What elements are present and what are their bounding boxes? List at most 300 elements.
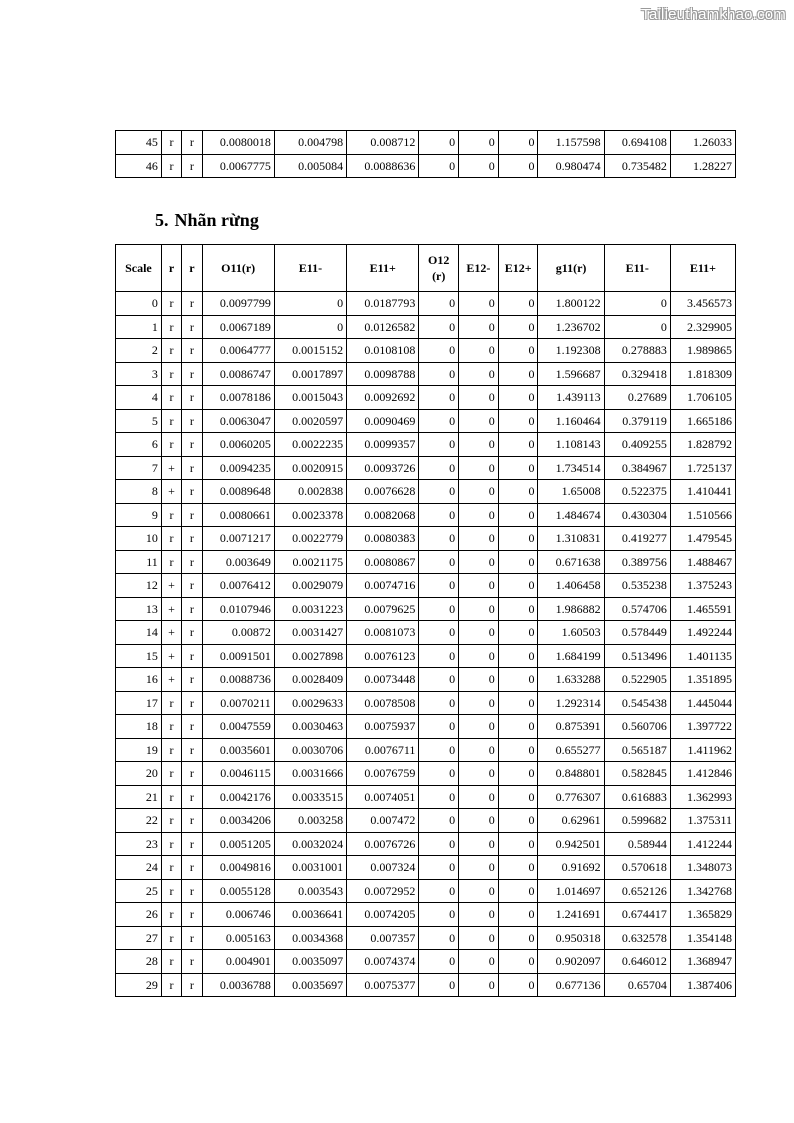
table-cell: 0	[419, 950, 459, 974]
table-cell: 1.492244	[670, 621, 735, 645]
table-cell: r	[182, 315, 202, 339]
table-cell: 1.445044	[670, 691, 735, 715]
table-cell: 0	[459, 621, 499, 645]
table-cell: r	[161, 738, 181, 762]
table-cell: r	[161, 856, 181, 880]
table-row	[116, 738, 736, 762]
table-cell: 0.278883	[604, 339, 670, 363]
table-cell: 0.0051205	[202, 832, 274, 856]
table-row	[116, 409, 736, 433]
table-cell: r	[182, 668, 202, 692]
table-cell: 0	[498, 762, 538, 786]
table-cell: 0.677136	[538, 973, 604, 997]
table-cell: r	[182, 339, 202, 363]
table-cell: 0.513496	[604, 644, 670, 668]
section-title-text: Nhãn rừng	[174, 210, 259, 230]
table-row	[116, 903, 736, 927]
table-row	[116, 715, 736, 739]
table-cell: 1.406458	[538, 574, 604, 598]
table-cell: 0	[419, 550, 459, 574]
table-cell: 0.419277	[604, 527, 670, 551]
table-cell: 1.28227	[670, 154, 735, 178]
table-cell: 10	[116, 527, 162, 551]
table-cell: 2	[116, 339, 162, 363]
table-cell: 0	[498, 738, 538, 762]
table-cell: 1	[116, 315, 162, 339]
table-cell: 0.0076759	[347, 762, 419, 786]
table-cell: 0.560706	[604, 715, 670, 739]
table-cell: 0.0071217	[202, 527, 274, 551]
table-cell: 0.0031223	[274, 597, 346, 621]
table-cell: 0.942501	[538, 832, 604, 856]
table-cell: 8	[116, 480, 162, 504]
table-cell: 0	[459, 574, 499, 598]
table-cell: 1.108143	[538, 433, 604, 457]
table-cell: r	[161, 409, 181, 433]
table-cell: 0	[604, 292, 670, 316]
table-cell: 0.522375	[604, 480, 670, 504]
table-cell: 0.0035097	[274, 950, 346, 974]
table-cell: 0	[459, 832, 499, 856]
section-heading	[155, 210, 265, 231]
table-cell: 0	[419, 154, 459, 178]
table-cell: 0.0079625	[347, 597, 419, 621]
table-cell: 1.60503	[538, 621, 604, 645]
table-cell: 0.0034368	[274, 926, 346, 950]
table-cell: 0	[459, 856, 499, 880]
table-cell: 0	[419, 691, 459, 715]
table-cell: 0.430304	[604, 503, 670, 527]
table-cell: 0	[498, 644, 538, 668]
table-cell: 0	[419, 315, 459, 339]
table-cell: 2.329905	[670, 315, 735, 339]
table-cell: 0.0027898	[274, 644, 346, 668]
table-cell: r	[182, 480, 202, 504]
table-cell: 1.510566	[670, 503, 735, 527]
table-cell: 0.735482	[604, 154, 670, 178]
table-cell: 23	[116, 832, 162, 856]
table-cell: 0.0064777	[202, 339, 274, 363]
table-cell: 1.310831	[538, 527, 604, 551]
table-cell: 0.570618	[604, 856, 670, 880]
table-row	[116, 480, 736, 504]
table-cell: 0.003258	[274, 809, 346, 833]
table-cell: 0	[498, 903, 538, 927]
column-header: E11-	[604, 245, 670, 292]
table-cell: 0	[498, 456, 538, 480]
table-cell: r	[182, 362, 202, 386]
table-cell: 0.0088636	[347, 154, 419, 178]
table-cell: r	[182, 832, 202, 856]
table-cell: 0.389756	[604, 550, 670, 574]
table-cell: 0.0089648	[202, 480, 274, 504]
column-header: E12-	[459, 245, 499, 292]
table-cell: 0.0031666	[274, 762, 346, 786]
table-cell: 0	[274, 292, 346, 316]
table-cell: 0.91692	[538, 856, 604, 880]
table-cell: +	[161, 574, 181, 598]
table-cell: 0	[459, 809, 499, 833]
table-cell: 12	[116, 574, 162, 598]
table-cell: 46	[116, 154, 162, 178]
column-header: E11+	[347, 245, 419, 292]
table-cell: 0	[419, 644, 459, 668]
table-row	[116, 433, 736, 457]
table-cell: 1.484674	[538, 503, 604, 527]
table-cell: 1.241691	[538, 903, 604, 927]
column-header: O12 (r)	[419, 245, 459, 292]
table-cell: r	[182, 503, 202, 527]
table-cell: 0.0073448	[347, 668, 419, 692]
table-cell: 0.384967	[604, 456, 670, 480]
table-cell: 14	[116, 621, 162, 645]
table-cell: 0	[459, 386, 499, 410]
table-cell: 0.0035601	[202, 738, 274, 762]
table-cell: 27	[116, 926, 162, 950]
table-cell: 0	[419, 879, 459, 903]
table-cell: 0	[498, 926, 538, 950]
table-row	[116, 154, 736, 178]
column-header: E12+	[498, 245, 538, 292]
table-cell: r	[182, 762, 202, 786]
table-cell: +	[161, 597, 181, 621]
table-cell: r	[161, 950, 181, 974]
table-cell: r	[182, 292, 202, 316]
table-cell: 0.008712	[347, 131, 419, 155]
table-cell: 0.0126582	[347, 315, 419, 339]
table-row	[116, 131, 736, 155]
table-cell: 1.488467	[670, 550, 735, 574]
table-row	[116, 950, 736, 974]
table-cell: 25	[116, 879, 162, 903]
table-row	[116, 503, 736, 527]
table-cell: 0	[419, 574, 459, 598]
table-cell: 1.236702	[538, 315, 604, 339]
table-cell: 0	[419, 131, 459, 155]
table-cell: r	[182, 409, 202, 433]
table-cell: 0	[419, 715, 459, 739]
table-cell: 1.192308	[538, 339, 604, 363]
table-cell: 0.0029079	[274, 574, 346, 598]
table-cell: 0	[498, 480, 538, 504]
table-cell: 0	[419, 668, 459, 692]
table-cell: r	[161, 550, 181, 574]
table-cell: r	[182, 809, 202, 833]
column-header: E11+	[670, 245, 735, 292]
table-cell: 22	[116, 809, 162, 833]
table-cell: 0.007357	[347, 926, 419, 950]
table-cell: 0.0093726	[347, 456, 419, 480]
table-cell: 1.989865	[670, 339, 735, 363]
watermark-text: Tailieuthamkhao.com	[641, 6, 786, 23]
table-cell: 0	[498, 433, 538, 457]
table-cell: 0	[419, 621, 459, 645]
table-cell: r	[182, 715, 202, 739]
table-cell: 0.409255	[604, 433, 670, 457]
table-cell: 1.348073	[670, 856, 735, 880]
table-cell: 6	[116, 433, 162, 457]
table-cell: 0	[498, 292, 538, 316]
table-row	[116, 339, 736, 363]
column-header: E11-	[274, 245, 346, 292]
data-table-continued	[115, 130, 736, 178]
table-cell: 0.0042176	[202, 785, 274, 809]
table-cell: 0.0070211	[202, 691, 274, 715]
table-row	[116, 527, 736, 551]
table-cell: 0.0030706	[274, 738, 346, 762]
table-body-continued	[116, 131, 736, 178]
table-cell: 0	[419, 339, 459, 363]
table-cell: 0.0046115	[202, 762, 274, 786]
table-cell: 3.456573	[670, 292, 735, 316]
table-cell: r	[182, 973, 202, 997]
table-cell: r	[182, 597, 202, 621]
table-cell: 3	[116, 362, 162, 386]
table-cell: 0.0076628	[347, 480, 419, 504]
table-row	[116, 668, 736, 692]
table-cell: 0	[498, 950, 538, 974]
table-cell: 1.411962	[670, 738, 735, 762]
table-cell: 18	[116, 715, 162, 739]
table-cell: 1.412846	[670, 762, 735, 786]
table-cell: 0.776307	[538, 785, 604, 809]
table-cell: r	[161, 926, 181, 950]
table-cell: 0	[459, 456, 499, 480]
table-cell: 0	[498, 856, 538, 880]
table-cell: r	[182, 386, 202, 410]
table-cell: 1.342768	[670, 879, 735, 903]
table-cell: 1.26033	[670, 131, 735, 155]
table-cell: 0.0078508	[347, 691, 419, 715]
table-cell: +	[161, 456, 181, 480]
table-cell: 0.0078186	[202, 386, 274, 410]
table-cell: +	[161, 668, 181, 692]
table-cell: 0.646012	[604, 950, 670, 974]
table-cell: 1.375243	[670, 574, 735, 598]
table-cell: 1.596687	[538, 362, 604, 386]
table-cell: r	[161, 879, 181, 903]
table-cell: 0	[459, 950, 499, 974]
table-cell: 1.818309	[670, 362, 735, 386]
table-cell: 0	[459, 503, 499, 527]
table-cell: r	[182, 644, 202, 668]
table-cell: 0	[419, 456, 459, 480]
table-cell: 0	[459, 785, 499, 809]
table-cell: 0	[498, 503, 538, 527]
table-cell: 0.0035697	[274, 973, 346, 997]
table-cell: 0	[459, 715, 499, 739]
table-cell: r	[182, 621, 202, 645]
table-cell: 7	[116, 456, 162, 480]
column-header: Scale	[116, 245, 162, 292]
table-cell: 0	[498, 879, 538, 903]
table-cell: 1.160464	[538, 409, 604, 433]
table-cell: 0	[459, 762, 499, 786]
table-cell: 0	[459, 131, 499, 155]
table-cell: 0.0187793	[347, 292, 419, 316]
table-row	[116, 691, 736, 715]
table-cell: r	[161, 154, 181, 178]
table-cell: 15	[116, 644, 162, 668]
table-cell: 0.674417	[604, 903, 670, 927]
table-cell: 29	[116, 973, 162, 997]
table-cell: 0	[419, 809, 459, 833]
table-cell: r	[161, 386, 181, 410]
table-cell: 1.292314	[538, 691, 604, 715]
table-row	[116, 644, 736, 668]
table-row	[116, 856, 736, 880]
table-cell: 0	[459, 527, 499, 551]
table-cell: 1.828792	[670, 433, 735, 457]
table-cell: r	[161, 362, 181, 386]
table-cell: r	[182, 785, 202, 809]
table-cell: +	[161, 644, 181, 668]
table-cell: r	[182, 879, 202, 903]
table-cell: r	[161, 292, 181, 316]
table-cell: 0.0080383	[347, 527, 419, 551]
table-cell: 45	[116, 131, 162, 155]
table-cell: 0.0022235	[274, 433, 346, 457]
table-cell: 0.0033515	[274, 785, 346, 809]
table-cell: 0	[459, 903, 499, 927]
column-header: r	[182, 245, 202, 292]
table-cell: 0.535238	[604, 574, 670, 598]
table-cell: 0.0017897	[274, 362, 346, 386]
table-cell: 1.157598	[538, 131, 604, 155]
table-cell: 0	[459, 668, 499, 692]
table-cell: 0	[419, 362, 459, 386]
table-cell: 0.0076412	[202, 574, 274, 598]
table-cell: 0.0088736	[202, 668, 274, 692]
table-cell: 0	[498, 621, 538, 645]
table-cell: 0	[419, 785, 459, 809]
table-cell: 0	[419, 480, 459, 504]
table-cell: 0	[498, 809, 538, 833]
table-cell: 0	[419, 386, 459, 410]
table-cell: 1.412244	[670, 832, 735, 856]
table-cell: 0.848801	[538, 762, 604, 786]
table-cell: 1.368947	[670, 950, 735, 974]
table-cell: r	[182, 131, 202, 155]
table-cell: 1.375311	[670, 809, 735, 833]
data-table-nhan-rung	[115, 244, 736, 997]
table-cell: 11	[116, 550, 162, 574]
table-cell: 0.0080867	[347, 550, 419, 574]
table-row	[116, 315, 736, 339]
table-cell: 0.616883	[604, 785, 670, 809]
table-cell: 0.0036788	[202, 973, 274, 997]
table-cell: 0.599682	[604, 809, 670, 833]
table-cell: 0	[498, 668, 538, 692]
table-cell: r	[161, 903, 181, 927]
table-cell: 1.410441	[670, 480, 735, 504]
table-cell: 9	[116, 503, 162, 527]
table-cell: 0	[459, 691, 499, 715]
table-cell: 0.0030463	[274, 715, 346, 739]
table-cell: 1.800122	[538, 292, 604, 316]
table-cell: 0	[419, 503, 459, 527]
table-cell: 1.479545	[670, 527, 735, 551]
table-cell: 0.329418	[604, 362, 670, 386]
table-cell: 0.0031427	[274, 621, 346, 645]
table-cell: 0.0076711	[347, 738, 419, 762]
table-cell: 0.003543	[274, 879, 346, 903]
table-header-row	[116, 245, 736, 292]
table-cell: r	[161, 715, 181, 739]
table-cell: +	[161, 621, 181, 645]
table-cell: 13	[116, 597, 162, 621]
table-cell: 26	[116, 903, 162, 927]
table-cell: 0.007472	[347, 809, 419, 833]
table-cell: 0	[459, 973, 499, 997]
table-cell: r	[182, 691, 202, 715]
table-cell: 0.0020915	[274, 456, 346, 480]
table-cell: 0	[459, 409, 499, 433]
table-cell: 0	[459, 362, 499, 386]
table-cell: 0	[419, 292, 459, 316]
table-cell: 0	[459, 738, 499, 762]
table-cell: r	[182, 856, 202, 880]
table-cell: 0	[419, 973, 459, 997]
table-cell: 1.387406	[670, 973, 735, 997]
table-cell: 0.0021175	[274, 550, 346, 574]
table-cell: r	[161, 433, 181, 457]
table-cell: 0.0080661	[202, 503, 274, 527]
column-header: O11(r)	[202, 245, 274, 292]
table-cell: r	[161, 691, 181, 715]
table-row	[116, 785, 736, 809]
table-row	[116, 621, 736, 645]
table-cell: 0	[419, 433, 459, 457]
table-cell: 0	[459, 339, 499, 363]
table-cell: 1.351895	[670, 668, 735, 692]
table-cell: r	[182, 527, 202, 551]
table-cell: 0.0082068	[347, 503, 419, 527]
table-cell: 0.0031001	[274, 856, 346, 880]
table-cell: 0	[419, 527, 459, 551]
table-cell: 28	[116, 950, 162, 974]
table-cell: 0.0049816	[202, 856, 274, 880]
table-cell: r	[182, 154, 202, 178]
table-cell: 0	[419, 597, 459, 621]
table-row	[116, 386, 736, 410]
table-row	[116, 550, 736, 574]
table-cell: 0.875391	[538, 715, 604, 739]
table-cell: 0.545438	[604, 691, 670, 715]
table-cell: r	[182, 574, 202, 598]
table-cell: r	[161, 832, 181, 856]
table-cell: 1.362993	[670, 785, 735, 809]
table-cell: 0.0022779	[274, 527, 346, 551]
section-number: 5.	[155, 210, 169, 230]
table-cell: 0.0020597	[274, 409, 346, 433]
table-cell: 1.397722	[670, 715, 735, 739]
table-cell: 0.27689	[604, 386, 670, 410]
table-cell: 0	[498, 785, 538, 809]
table-cell: 0.004798	[274, 131, 346, 155]
column-header: g11(r)	[538, 245, 604, 292]
table-cell: r	[161, 527, 181, 551]
table-cell: 0	[498, 527, 538, 551]
table-cell: 0	[419, 926, 459, 950]
table-cell: 0.00872	[202, 621, 274, 645]
table-cell: 0.0074716	[347, 574, 419, 598]
table-row	[116, 973, 736, 997]
table-cell: 19	[116, 738, 162, 762]
table-cell: 0.0091501	[202, 644, 274, 668]
table-cell: 0.0090469	[347, 409, 419, 433]
table-cell: 0.0032024	[274, 832, 346, 856]
